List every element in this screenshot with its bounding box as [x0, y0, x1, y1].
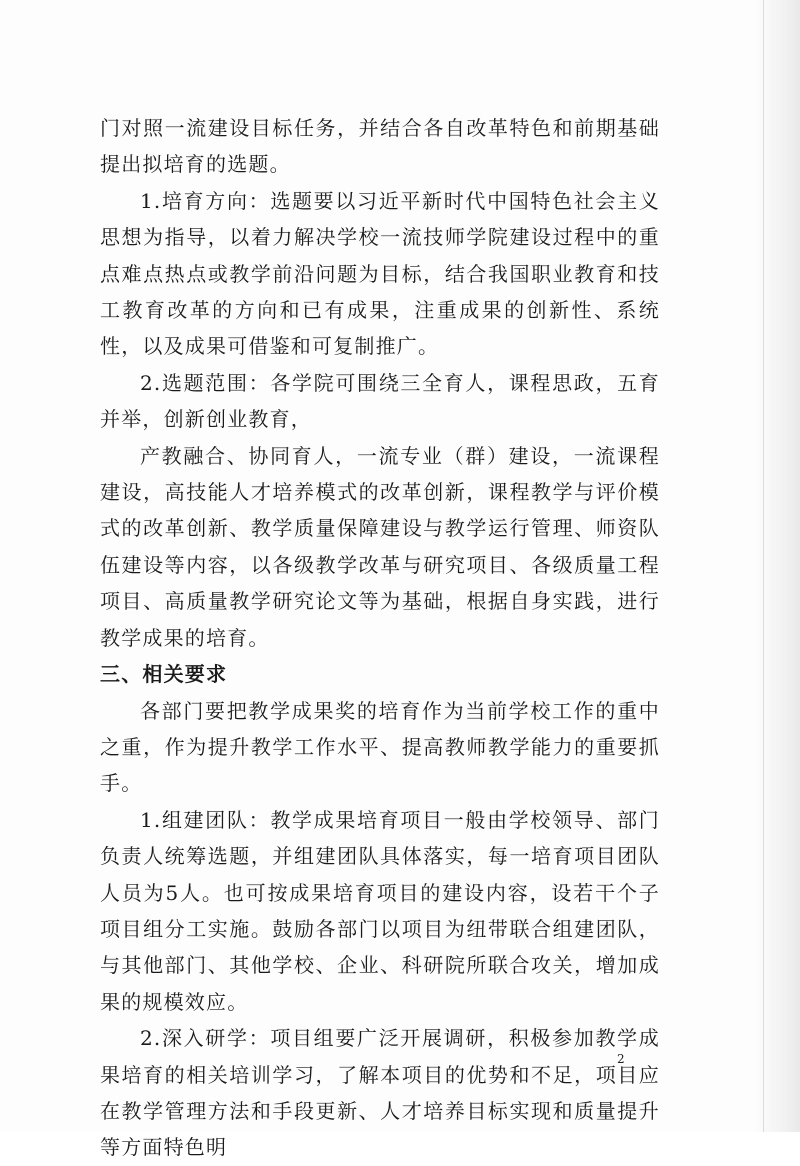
paragraph-in-depth-study: 2.深入研学：项目组要广泛开展调研，积极参加教学成果培育的相关培训学习，了解本项目的优势和不足，项目应在教学管理方法和手段更新、人才培养目标实现和质量提升等方面特色明	[100, 1026, 660, 1160]
paragraph-cultivation-direction: 1.培育方向：选题要以习近平新时代中国特色社会主义思想为指导，以着力解决学校一流技师学院建设过程中的重点难点热点或教学前沿问题为目标，结合我国职业教育和技工教育改革的方向和已有成果，注重成果的创新性、系统性，以及成果可借鉴和可复制推广。	[100, 188, 660, 359]
scan-edge-line	[763, 0, 764, 1132]
paragraph-requirements-intro: 各部门要把教学成果奖的培育作为当前学校工作的重中之重，作为提升教学工作水平、提高教师教学能力的重要抓手。	[100, 698, 660, 796]
page-number: 2	[617, 1052, 625, 1066]
document-body	[100, 110, 660, 1166]
paragraph-topic-scope: 2.选题范围：各学院可围绕三全育人，课程思政，五育并举，创新创业教育，	[100, 370, 660, 432]
paragraph-continuation: 门对照一流建设目标任务，并结合各自改革特色和前期基础提出拟培育的选题。	[100, 116, 660, 177]
paragraph-topic-scope-continued: 产教融合、协同育人，一流专业（群）建设，一流课程建设，高技能人才培养模式的改革创新，课程教学与评价模式的改革创新、教学质量保障建设与教学运行管理、师资队伍建设等内容，以各级教学改革与研究项目、各级质量工程项目、高质量教学研究论文等为基础，根据自身实践，进行教学成果的培育。	[100, 443, 660, 650]
paragraph-team-building: 1.组建团队：教学成果培育项目一般由学校领导、部门负责人统筹选题，并组建团队具体落实，每一培育项目团队人员为5人。也可按成果培育项目的建设内容，设若干个子项目组分工实施。鼓励各部门以项目为纽带联合组建团队，与其他部门、其他学校、企业、科研院所联合攻关，增加成果的规模效应。	[100, 807, 660, 1014]
section-heading-requirements: 三、相关要求	[100, 662, 228, 687]
scan-edge-shadow	[754, 0, 800, 1132]
